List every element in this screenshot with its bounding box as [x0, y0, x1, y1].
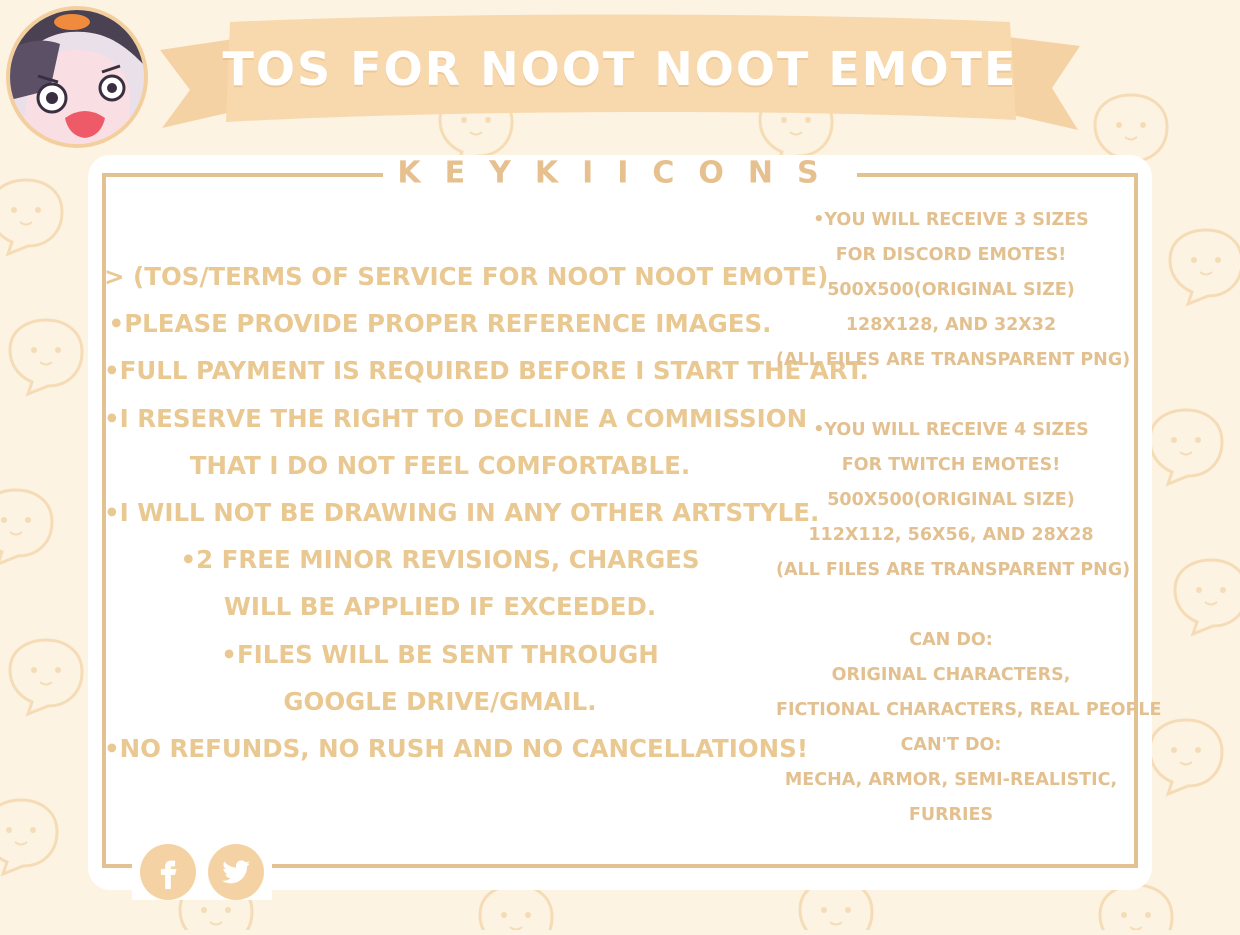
tos-line: •2 FREE MINOR REVISIONS, CHARGES — [180, 545, 700, 575]
twitch-line: •YOU WILL RECEIVE 4 SIZES — [813, 420, 1089, 440]
tos-line: WILL BE APPLIED IF EXCEEDED. — [223, 592, 657, 622]
can-do-line: CAN'T DO: — [900, 735, 1002, 755]
twitch-line: (ALL FILES ARE TRANSPARENT PNG) — [776, 560, 1131, 580]
discord-line: (ALL FILES ARE TRANSPARENT PNG) — [776, 350, 1131, 370]
can-do-line: ORIGINAL CHARACTERS, — [831, 665, 1071, 685]
spacer — [776, 588, 1126, 623]
deliverables-info — [776, 203, 1162, 833]
tos-line: •I RESERVE THE RIGHT TO DECLINE A COMMISSION — [104, 403, 808, 433]
twitch-line: 112X112, 56X56, AND 28X28 — [808, 525, 1094, 545]
twitter-link[interactable] — [208, 844, 264, 900]
tos-line: •PLEASE PROVIDE PROPER REFERENCE IMAGES. — [108, 309, 772, 339]
discord-line: FOR DISCORD EMOTES! — [835, 245, 1067, 265]
tos-card — [88, 155, 1162, 890]
tos-line: •FILES WILL BE SENT THROUGH — [221, 639, 659, 669]
tos-line: •NO REFUNDS, NO RUSH AND NO CANCELLATIONS! — [104, 734, 808, 764]
tos-line: > (TOS/TERMS OF SERVICE FOR NOOT NOOT EMOTE) — [104, 262, 829, 291]
can-do-line: FICTIONAL CHARACTERS, REAL PEOPLE — [776, 700, 1162, 720]
tos-line: THAT I DO NOT FEEL COMFORTABLE. — [189, 450, 691, 480]
avatar — [6, 6, 148, 148]
page-title: TOS FOR NOOT NOOT EMOTE — [222, 42, 1018, 96]
discord-line: 500X500(ORIGINAL SIZE) — [827, 280, 1075, 300]
can-do-line: CAN DO: — [909, 630, 993, 650]
discord-line: 128X128, AND 32X32 — [845, 315, 1057, 335]
facebook-link[interactable] — [140, 844, 196, 900]
twitch-line: FOR TWITCH EMOTES! — [841, 455, 1061, 475]
twitter-icon — [219, 855, 253, 889]
can-do-line: MECHA, ARMOR, SEMI-REALISTIC, — [784, 770, 1118, 790]
tos-line: GOOGLE DRIVE/GMAIL. — [283, 686, 597, 716]
brand-name: KEYKIICONS — [383, 156, 856, 191]
tos-list — [104, 253, 869, 772]
avatar-character-icon — [10, 10, 144, 144]
brand-header — [106, 155, 1134, 208]
social-links — [132, 844, 272, 900]
tos-line: •FULL PAYMENT IS REQUIRED BEFORE I START THE ART. — [104, 356, 869, 386]
tos-line: •I WILL NOT BE DRAWING IN ANY OTHER ARTSTYLE. — [104, 498, 820, 528]
can-do-line: FURRIES — [908, 805, 994, 825]
title-banner — [150, 10, 1090, 140]
spacer — [776, 378, 1126, 413]
twitch-line: 500X500(ORIGINAL SIZE) — [827, 490, 1075, 510]
discord-line: •YOU WILL RECEIVE 3 SIZES — [813, 210, 1089, 230]
facebook-icon — [151, 855, 185, 889]
